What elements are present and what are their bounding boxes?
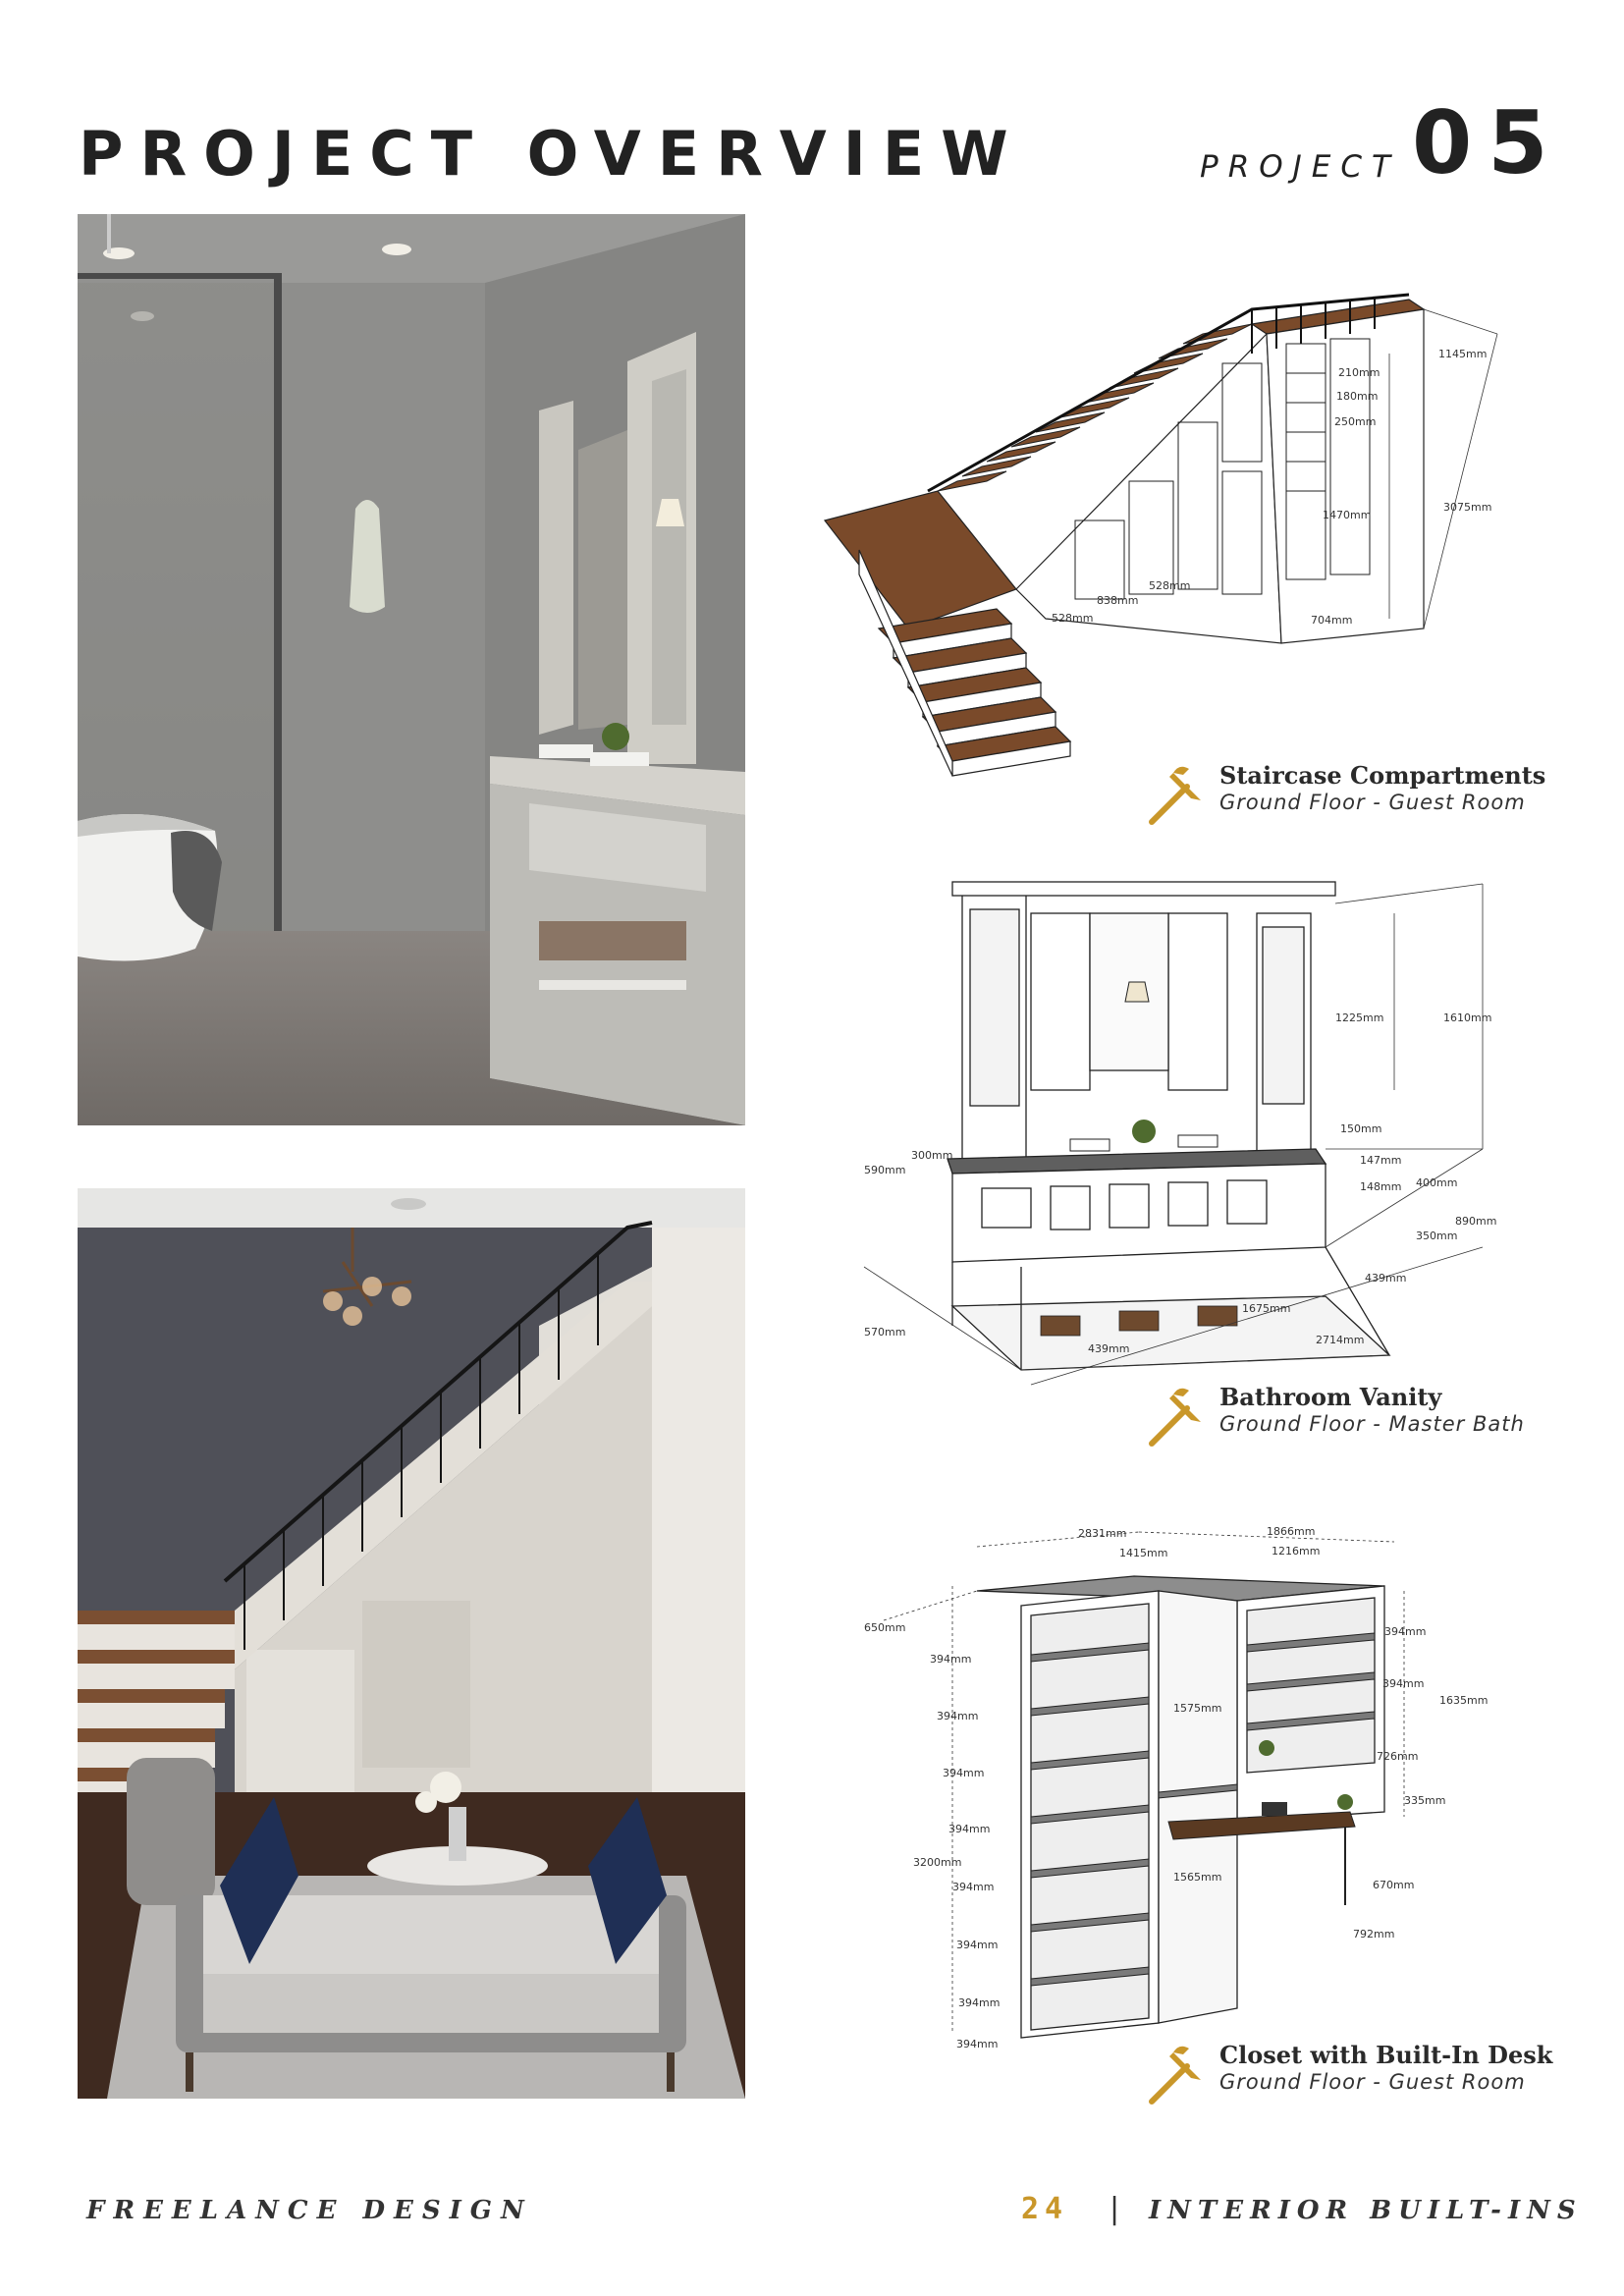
- dim-vanity-7: 148mm: [1360, 1180, 1402, 1193]
- dim-closet-2: 1866mm: [1267, 1525, 1316, 1538]
- closet-drawing: [854, 1527, 1492, 2057]
- dim-closet-11: 394mm: [956, 1939, 999, 1951]
- staircase-drawing: [820, 295, 1507, 786]
- dim-vanity-11: 439mm: [1365, 1272, 1407, 1285]
- caption-subtitle: Ground Floor - Guest Room: [1219, 2070, 1526, 2094]
- dim-staircase-2: 210mm: [1338, 366, 1380, 379]
- dim-vanity-8: 400mm: [1416, 1176, 1458, 1189]
- page-number: 24: [1021, 2192, 1069, 2226]
- dim-closet-19: 726mm: [1377, 1750, 1419, 1763]
- caption-title: Bathroom Vanity: [1219, 1383, 1442, 1411]
- dim-vanity-6: 147mm: [1360, 1154, 1402, 1167]
- footer-separator: |: [1110, 2192, 1120, 2226]
- caption-title: Staircase Compartments: [1219, 761, 1546, 790]
- dim-closet-23: 792mm: [1353, 1928, 1395, 1941]
- caption-subtitle: Ground Floor - Guest Room: [1219, 791, 1526, 814]
- dim-closet-10: 394mm: [952, 1881, 995, 1893]
- dim-closet-20: 335mm: [1404, 1794, 1446, 1807]
- hammer-icon: [1144, 2041, 1213, 2109]
- project-label: PROJECT: [1200, 149, 1400, 185]
- hammer-icon: [1144, 1383, 1213, 1451]
- project-number: 05: [1412, 92, 1564, 193]
- dim-closet-21: 1565mm: [1173, 1871, 1222, 1884]
- footer-right-text: INTERIOR BUILT-INS: [1149, 2196, 1583, 2225]
- dim-vanity-14: 439mm: [1088, 1342, 1130, 1355]
- dim-closet-9: 394mm: [948, 1823, 991, 1835]
- footer-left-text: FREELANCE DESIGN: [86, 2196, 533, 2225]
- dim-closet-4: 1216mm: [1272, 1545, 1321, 1558]
- hammer-icon: [1144, 761, 1213, 830]
- dim-closet-7: 394mm: [937, 1710, 979, 1722]
- dim-staircase-3: 180mm: [1336, 390, 1379, 403]
- dim-closet-12: 394mm: [958, 1996, 1001, 2009]
- dim-vanity-4: 590mm: [864, 1164, 906, 1176]
- dim-staircase-1: 1145mm: [1438, 348, 1488, 360]
- dim-closet-13: 394mm: [956, 2038, 999, 2050]
- dim-closet-17: 394mm: [1382, 1677, 1425, 1690]
- dim-vanity-13: 1675mm: [1242, 1302, 1291, 1315]
- dim-closet-6: 394mm: [930, 1653, 972, 1666]
- dim-staircase-4: 250mm: [1334, 415, 1377, 428]
- caption-title: Closet with Built-In Desk: [1219, 2041, 1553, 2069]
- bathroom-render-image: [78, 214, 745, 1125]
- dim-closet-18: 1635mm: [1439, 1694, 1489, 1707]
- dim-closet-16: 394mm: [1384, 1625, 1427, 1638]
- dim-vanity-10: 350mm: [1416, 1230, 1458, 1242]
- dim-closet-8: 394mm: [943, 1767, 985, 1779]
- dim-vanity-2: 1610mm: [1443, 1011, 1492, 1024]
- dim-vanity-9: 890mm: [1455, 1215, 1497, 1228]
- dim-staircase-10: 704mm: [1311, 614, 1353, 627]
- dim-staircase-6: 1470mm: [1323, 509, 1372, 521]
- dim-staircase-9: 528mm: [1052, 612, 1094, 625]
- dim-vanity-3: 150mm: [1340, 1122, 1382, 1135]
- staircase-living-render-image: [78, 1188, 745, 2099]
- dim-staircase-8: 528mm: [1149, 579, 1191, 592]
- vanity-drawing: [854, 874, 1497, 1385]
- dim-closet-22: 670mm: [1373, 1879, 1415, 1891]
- dim-vanity-5: 300mm: [911, 1149, 953, 1162]
- dim-staircase-7: 838mm: [1097, 594, 1139, 607]
- dim-staircase-5: 3075mm: [1443, 501, 1492, 514]
- dim-vanity-15: 2714mm: [1316, 1334, 1365, 1346]
- dim-vanity-12: 570mm: [864, 1326, 906, 1339]
- dim-closet-5: 650mm: [864, 1621, 906, 1634]
- dim-closet-14: 3200mm: [913, 1856, 962, 1869]
- dim-closet-3: 1415mm: [1119, 1547, 1168, 1559]
- page-title: PROJECT OVERVIEW: [79, 118, 1025, 190]
- dim-vanity-1: 1225mm: [1335, 1011, 1384, 1024]
- caption-subtitle: Ground Floor - Master Bath: [1219, 1412, 1525, 1436]
- dim-closet-1: 2831mm: [1078, 1527, 1127, 1540]
- dim-closet-15: 1575mm: [1173, 1702, 1222, 1715]
